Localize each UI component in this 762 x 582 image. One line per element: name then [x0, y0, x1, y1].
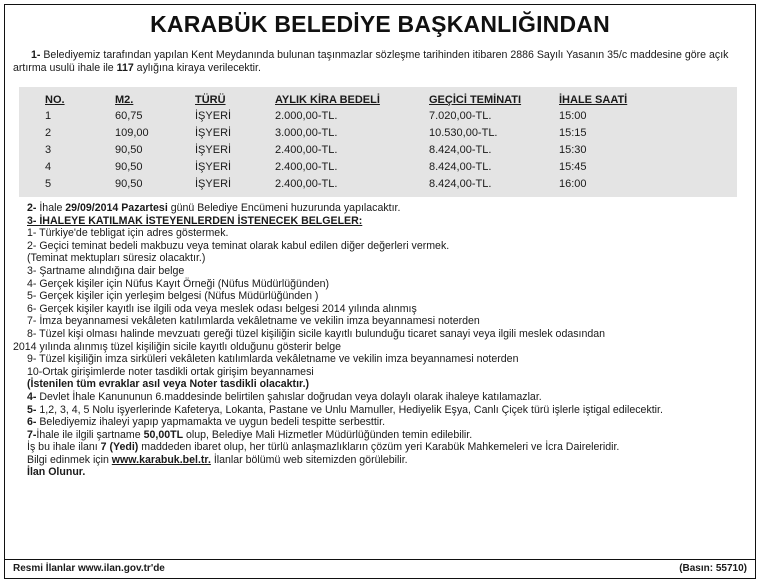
intro-text-a: Belediyemiz tarafından yapılan Kent Meydanında bulunan taşınmazlar sözleşme tarihinden itibaren 2886 Sayılı Yasanın 35/c maddesine göre açık artırma usulü ihale ile: [13, 49, 729, 74]
item-4-text: Devlet İhale Kanununun 6.maddesinde belirtilen şahıslar doğrudan veya dolaylı olarak ihaleye katılamazlar.: [36, 390, 542, 403]
conditions-list: [13, 202, 747, 479]
cell-type: İŞYERİ: [195, 161, 232, 173]
item-7-text-a: İhale ile ilgili şartname: [36, 428, 144, 441]
closing-text-a: İş bu ihale ilanı: [27, 441, 101, 454]
cell-rent: 2.000,00-TL.: [275, 110, 338, 122]
cell-time: 15:00: [559, 110, 587, 122]
announcement-close: İlan Olunur.: [27, 466, 86, 479]
footer-bar: [5, 559, 755, 578]
info-line: [27, 454, 747, 467]
item-7-text-b: olup, Belediye Mali Hizmetler Müdürlüğünden temin edilebilir.: [183, 428, 473, 441]
info-text-a: Bilgi edinmek için: [27, 453, 112, 466]
table-row: [19, 143, 737, 157]
cell-deposit: 8.424,00-TL.: [429, 144, 492, 156]
cell-m2: 90,50: [115, 144, 143, 156]
item-7: [27, 429, 747, 442]
item-7-number: 7-: [27, 428, 37, 441]
item-5: [13, 404, 747, 417]
property-table: [19, 87, 737, 197]
cell-no: 2: [45, 127, 52, 139]
header-deposit: GEÇİCİ TEMİNATI: [429, 94, 522, 106]
doc-item-continuation: 2014 yılında alınmış tüzel kişiliğin sicile kayıtlı olduğunu gösterir belge: [13, 340, 341, 353]
intro-number: 1-: [31, 49, 41, 61]
intro-months: 117: [116, 61, 134, 74]
header-type: TÜRÜ: [195, 94, 226, 106]
cell-no: 4: [45, 161, 52, 173]
doc-item: 10-Ortak girişimlerde noter tasdikli ortak girişim beyannamesi: [27, 365, 314, 378]
doc-item: (Teminat mektupları süresiz olacaktır.): [27, 252, 206, 265]
documents-note: (İstenilen tüm evraklar asıl veya Noter tasdikli olacaktır.): [27, 378, 310, 391]
table-row: [19, 160, 737, 174]
cell-m2: 109,00: [115, 127, 149, 139]
item-2-text-b: günü Belediye Encümeni huzurunda yapılacaktır.: [167, 202, 401, 214]
doc-item: 7- İmza beyannamesi vekâleten katılımlarda vekâletname ve vekilin imza beyannamesi noterden: [27, 315, 480, 328]
doc-item: 8- Tüzel kişi olması halinde mevzuatı gereği tüzel kişiliğin sicile kayıtlı bulunduğu ticaret sanayi veya ilgili meslek odasından: [27, 327, 606, 340]
doc-item: 2- Geçici teminat bedeli makbuzu veya teminat olarak kabul edilen diğer değerleri vermek.: [27, 239, 450, 252]
item-2: [27, 202, 747, 215]
cell-deposit: 7.020,00-TL.: [429, 110, 492, 122]
doc-item: 5- Gerçek kişiler için yerleşim belgesi (Nüfus Müdürlüğünden ): [27, 290, 319, 303]
cell-no: 3: [45, 144, 52, 156]
item-5-number: 5-: [27, 403, 37, 416]
intro-paragraph: [13, 49, 747, 74]
item-4-number: 4-: [27, 390, 37, 403]
intro-text-b: aylığına kiraya verilecektir.: [133, 61, 261, 74]
cell-time: 16:00: [559, 178, 587, 190]
table-row: [19, 109, 737, 123]
table-header: [19, 93, 737, 107]
doc-item: 1- Türkiye'de tebligat için adres göstermek.: [27, 227, 229, 240]
cell-type: İŞYERİ: [195, 178, 232, 190]
item-2-number: 2-: [27, 202, 37, 214]
header-m2: M2.: [115, 94, 134, 106]
item-6-number: 6-: [27, 416, 37, 429]
closing-paragraph: [13, 441, 747, 454]
cell-deposit: 8.424,00-TL.: [429, 178, 492, 190]
doc-item: 3- Şartname alındığına dair belge: [27, 264, 185, 277]
footer-source: Resmi İlanlar www.ilan.gov.tr'de: [13, 563, 165, 574]
cell-rent: 2.400,00-TL.: [275, 161, 338, 173]
header-time: İHALE SAATİ: [559, 94, 628, 106]
item-5-text: 1,2, 3, 4, 5 Nolu işyerlerinde Kafeterya, Lokanta, Pastane ve Unlu Mamuller, Hediyelik Eşya, Canlı Çiçek türü işlerle iştigal edilecektir.: [36, 403, 663, 416]
cell-no: 1: [45, 110, 52, 122]
header-rent: AYLIK KİRA BEDELİ: [275, 94, 380, 106]
cell-deposit: 8.424,00-TL.: [429, 161, 492, 173]
announcement-frame: [4, 4, 756, 579]
cell-time: 15:45: [559, 161, 587, 173]
closing-text-b: maddeden ibaret olup, her türlü anlaşmazlıkların çözüm yeri Karabük Mahkemeleri ve İcra Daireleridir.: [138, 441, 620, 454]
cell-rent: 3.000,00-TL.: [275, 127, 338, 139]
cell-rent: 2.400,00-TL.: [275, 144, 338, 156]
info-text-b: İlanlar bölümü web sitemizden görülebilir.: [210, 453, 408, 466]
item-6: [27, 416, 747, 429]
spec-fee: 50,00TL: [143, 428, 184, 441]
cell-no: 5: [45, 178, 52, 190]
cell-rent: 2.400,00-TL.: [275, 178, 338, 190]
cell-m2: 90,50: [115, 178, 143, 190]
press-number: (Basın: 55710): [679, 563, 747, 574]
cell-type: İŞYERİ: [195, 127, 232, 139]
cell-m2: 90,50: [115, 161, 143, 173]
website-link[interactable]: www.karabuk.bel.tr.: [111, 453, 211, 466]
cell-type: İŞYERİ: [195, 110, 232, 122]
tender-date: 29/09/2014 Pazartesi: [65, 202, 168, 214]
cell-m2: 60,75: [115, 110, 143, 122]
header-no: NO.: [45, 94, 65, 106]
doc-item: 4- Gerçek kişiler için Nüfus Kayıt Örneği (Nüfus Müdürlüğünden): [27, 277, 330, 290]
article-count: 7 (Yedi): [100, 441, 139, 454]
cell-type: İŞYERİ: [195, 144, 232, 156]
page-title: KARABÜK BELEDİYE BAŞKANLIĞINDAN: [150, 11, 610, 37]
documents-heading: 3- İHALEYE KATILMAK İSTEYENLERDEN İSTENECEK BELGELER:: [27, 214, 363, 227]
item-6-text: Belediyemiz ihaleyi yapıp yapmamakta ve uygun bedeli tespitte serbesttir.: [36, 416, 386, 429]
item-4: [27, 391, 747, 404]
table-row: [19, 177, 737, 191]
cell-time: 15:30: [559, 144, 587, 156]
doc-item: 9- Tüzel kişiliğin imza sirküleri vekâleten katılımlarda vekâletname ve vekilin imza beyannamesi noterden: [27, 353, 519, 366]
cell-deposit: 10.530,00-TL.: [429, 127, 498, 139]
table-row: [19, 126, 737, 140]
cell-time: 15:15: [559, 127, 587, 139]
doc-item: 6- Gerçek kişiler kayıtlı ise ilgili oda veya meslek odası belgesi 2014 yılında alınmış: [27, 302, 417, 315]
item-2-text-a: İhale: [36, 202, 66, 214]
